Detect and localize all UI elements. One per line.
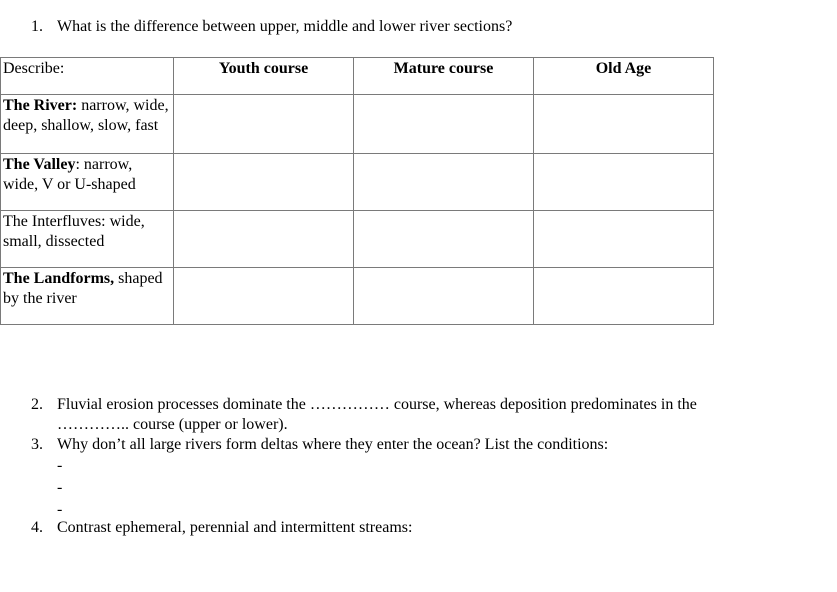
row-label-river: The River: narrow, wide, deep, shallow, slow, fast xyxy=(1,95,174,154)
table-header-row xyxy=(1,58,714,95)
answer-dash: - xyxy=(57,457,63,474)
answer-cell[interactable] xyxy=(534,154,714,211)
question-2-number: 2. xyxy=(31,396,43,413)
header-old-age: Old Age xyxy=(534,58,714,95)
answer-cell[interactable] xyxy=(174,211,354,268)
question-1 xyxy=(31,17,512,37)
question-1-text: What is the difference between upper, middle and lower river sections? xyxy=(57,18,513,35)
answer-cell[interactable] xyxy=(354,268,534,325)
question-3 xyxy=(31,435,608,455)
answer-dash: - xyxy=(57,501,63,518)
question-2-line2: ………….. course (upper or lower). xyxy=(57,416,288,433)
question-2-line1: Fluvial erosion processes dominate the …………… course, whereas deposition predominates in the xyxy=(57,396,697,413)
river-sections-table xyxy=(0,57,714,325)
answer-cell[interactable] xyxy=(174,154,354,211)
row-label-interfluves: The Interfluves: wide, small, dissected xyxy=(1,211,174,268)
answer-cell[interactable] xyxy=(534,268,714,325)
header-mature-course: Mature course xyxy=(354,58,534,95)
question-2 xyxy=(31,395,697,415)
table-row xyxy=(1,211,714,268)
row-label-valley: The Valley: narrow, wide, V or U-shaped xyxy=(1,154,174,211)
answer-cell[interactable] xyxy=(174,95,354,154)
question-4-number: 4. xyxy=(31,519,43,536)
answer-cell[interactable] xyxy=(354,95,534,154)
answer-dash: - xyxy=(57,479,63,496)
answer-cell[interactable] xyxy=(354,211,534,268)
question-3-text: Why don’t all large rivers form deltas where they enter the ocean? List the conditions: xyxy=(57,436,609,453)
question-4-text: Contrast ephemeral, perennial and intermittent streams: xyxy=(57,519,413,536)
row-label-landforms: The Landforms, shaped by the river xyxy=(1,268,174,325)
header-youth-course: Youth course xyxy=(174,58,354,95)
answer-cell[interactable] xyxy=(534,211,714,268)
question-1-number: 1. xyxy=(31,18,43,35)
table-row xyxy=(1,95,714,154)
header-describe: Describe: xyxy=(1,58,174,95)
answer-cell[interactable] xyxy=(354,154,534,211)
question-3-number: 3. xyxy=(31,436,43,453)
answer-cell[interactable] xyxy=(174,268,354,325)
table-row xyxy=(1,268,714,325)
answer-cell[interactable] xyxy=(534,95,714,154)
table-row xyxy=(1,154,714,211)
question-4 xyxy=(31,518,412,538)
